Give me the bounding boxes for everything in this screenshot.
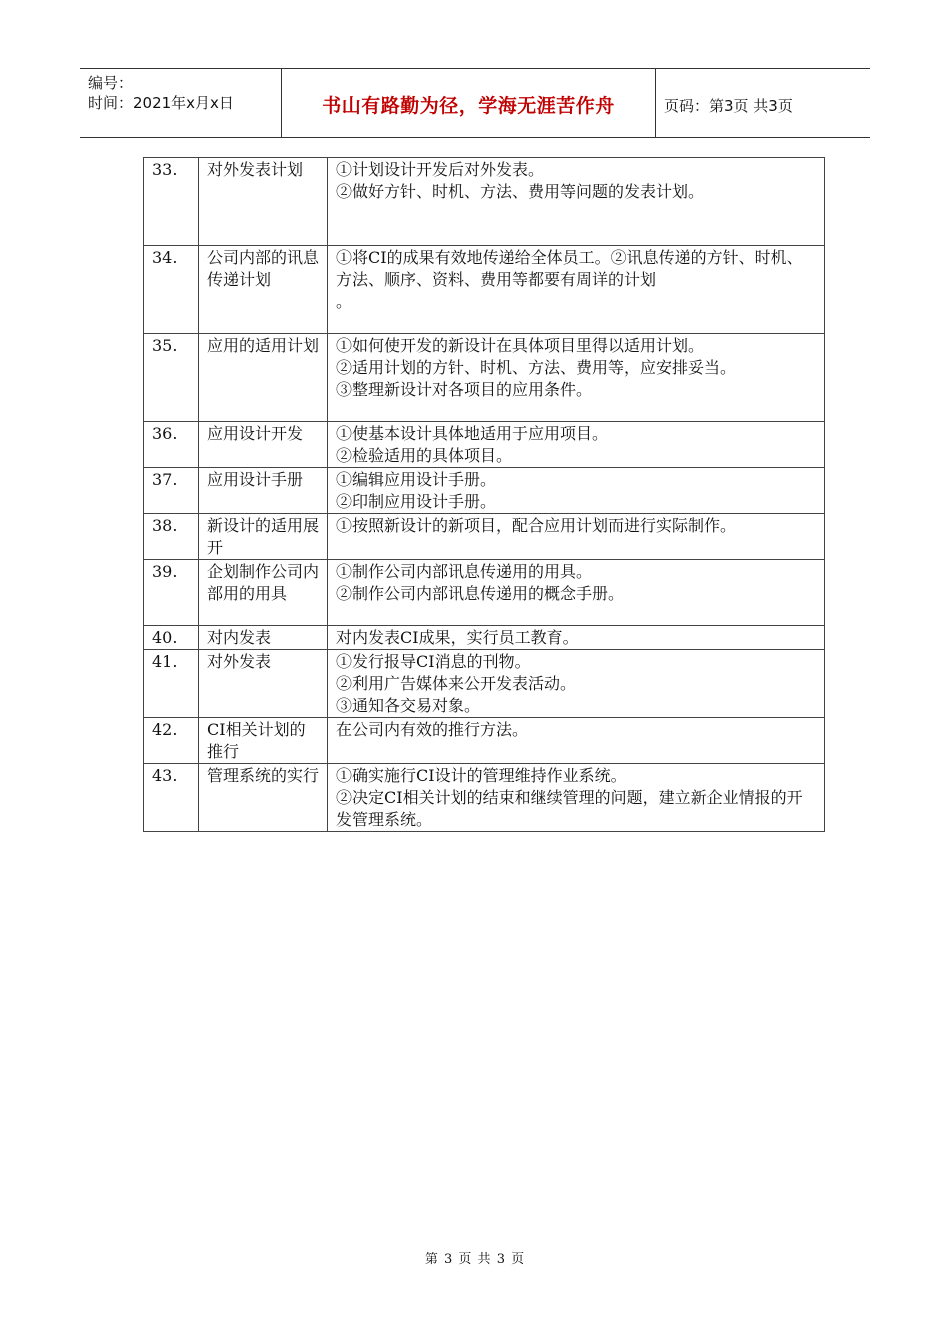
row-number: 34. [144,246,199,334]
description-line: 在公司内有效的推行方法。 [336,720,529,739]
description-line: ①如何使开发的新设计在具体项目里得以适用计划。 [336,336,705,355]
row-item-name: 管理系统的实行 [199,764,328,832]
description-line: 对内发表CI成果，实行员工教育。 [336,628,579,647]
row-item-name: 对外发表计划 [199,158,328,246]
row-description [328,334,825,422]
ci-plan-table [143,157,825,832]
table-row [144,246,825,334]
row-item-name: 对内发表 [199,626,328,650]
description-line: ①使基本设计具体地适用于应用项目。 [336,424,609,443]
header-number-label: 编号： [88,74,134,92]
row-description [328,158,825,246]
row-item-name: CI相关计划的推行 [199,718,328,764]
description-line: ①编辑应用设计手册。 [336,470,497,489]
header-time-label: 时间：2021年x月x日 [88,94,234,112]
header-divider [655,69,656,137]
row-item-name: 应用设计开发 [199,422,328,468]
row-item-name: 公司内部的讯息传递计划 [199,246,328,334]
description-line: ②做好方针、时机、方法、费用等问题的发表计划。 [336,182,705,201]
header-motto: 书山有路勤为径，学海无涯苦作舟 [322,95,615,117]
row-description [328,718,825,764]
description-line: ①将CI的成果有效地传递给全体员工。②讯息传递的方针、时机、方法、顺序、资料、费用等都要有周详的计划 [336,248,803,289]
page-footer: 第 3 页 共 3 页 [424,1252,526,1267]
row-description [328,514,825,560]
row-number: 42. [144,718,199,764]
description-line: ③整理新设计对各项目的应用条件。 [336,380,593,399]
description-line: ②检验适用的具体项目。 [336,446,513,465]
row-number: 33. [144,158,199,246]
row-item-name: 企划制作公司内部用的用具 [199,560,328,626]
page-header [80,68,870,138]
row-item-name: 新设计的适用展开 [199,514,328,560]
row-description [328,468,825,514]
row-description [328,650,825,718]
description-line: ①按照新设计的新项目，配合应用计划而进行实际制作。 [336,516,737,535]
row-number: 36. [144,422,199,468]
row-description [328,246,825,334]
header-page-label: 页码：第3页 共3页 [664,97,793,115]
description-line: ①制作公司内部讯息传递用的用具。 [336,562,593,581]
row-number: 41. [144,650,199,718]
row-number: 38. [144,514,199,560]
row-item-name: 对外发表 [199,650,328,718]
row-description [328,764,825,832]
description-line: ②利用广告媒体来公开发表活动。 [336,674,577,693]
table-row [144,514,825,560]
row-number: 39. [144,560,199,626]
table-row [144,650,825,718]
table-row [144,718,825,764]
row-item-name: 应用设计手册 [199,468,328,514]
description-line: ③通知各交易对象。 [336,696,481,715]
row-item-name: 应用的适用计划 [199,334,328,422]
table-row [144,468,825,514]
table-row [144,334,825,422]
row-number: 35. [144,334,199,422]
row-description [328,626,825,650]
table-row [144,422,825,468]
description-line: ②制作公司内部讯息传递用的概念手册。 [336,584,625,603]
table-row [144,158,825,246]
row-number: 40. [144,626,199,650]
table-body [144,158,825,832]
description-line: ②印制应用设计手册。 [336,492,497,511]
table-row [144,626,825,650]
row-number: 37. [144,468,199,514]
description-line: 。 [336,292,353,311]
header-meta [88,73,278,113]
row-number: 43. [144,764,199,832]
table-row [144,764,825,832]
description-line: ②决定CI相关计划的结束和继续管理的问题，建立新企业情报的开发管理系统。 [336,788,803,829]
row-description [328,560,825,626]
description-line: ①确实施行CI设计的管理维持作业系统。 [336,766,627,785]
description-line: ①发行报导CI消息的刊物。 [336,652,531,671]
description-line: ②适用计划的方针、时机、方法、费用等，应安排妥当。 [336,358,737,377]
description-line: ①计划设计开发后对外发表。 [336,160,545,179]
table-row [144,560,825,626]
row-description [328,422,825,468]
